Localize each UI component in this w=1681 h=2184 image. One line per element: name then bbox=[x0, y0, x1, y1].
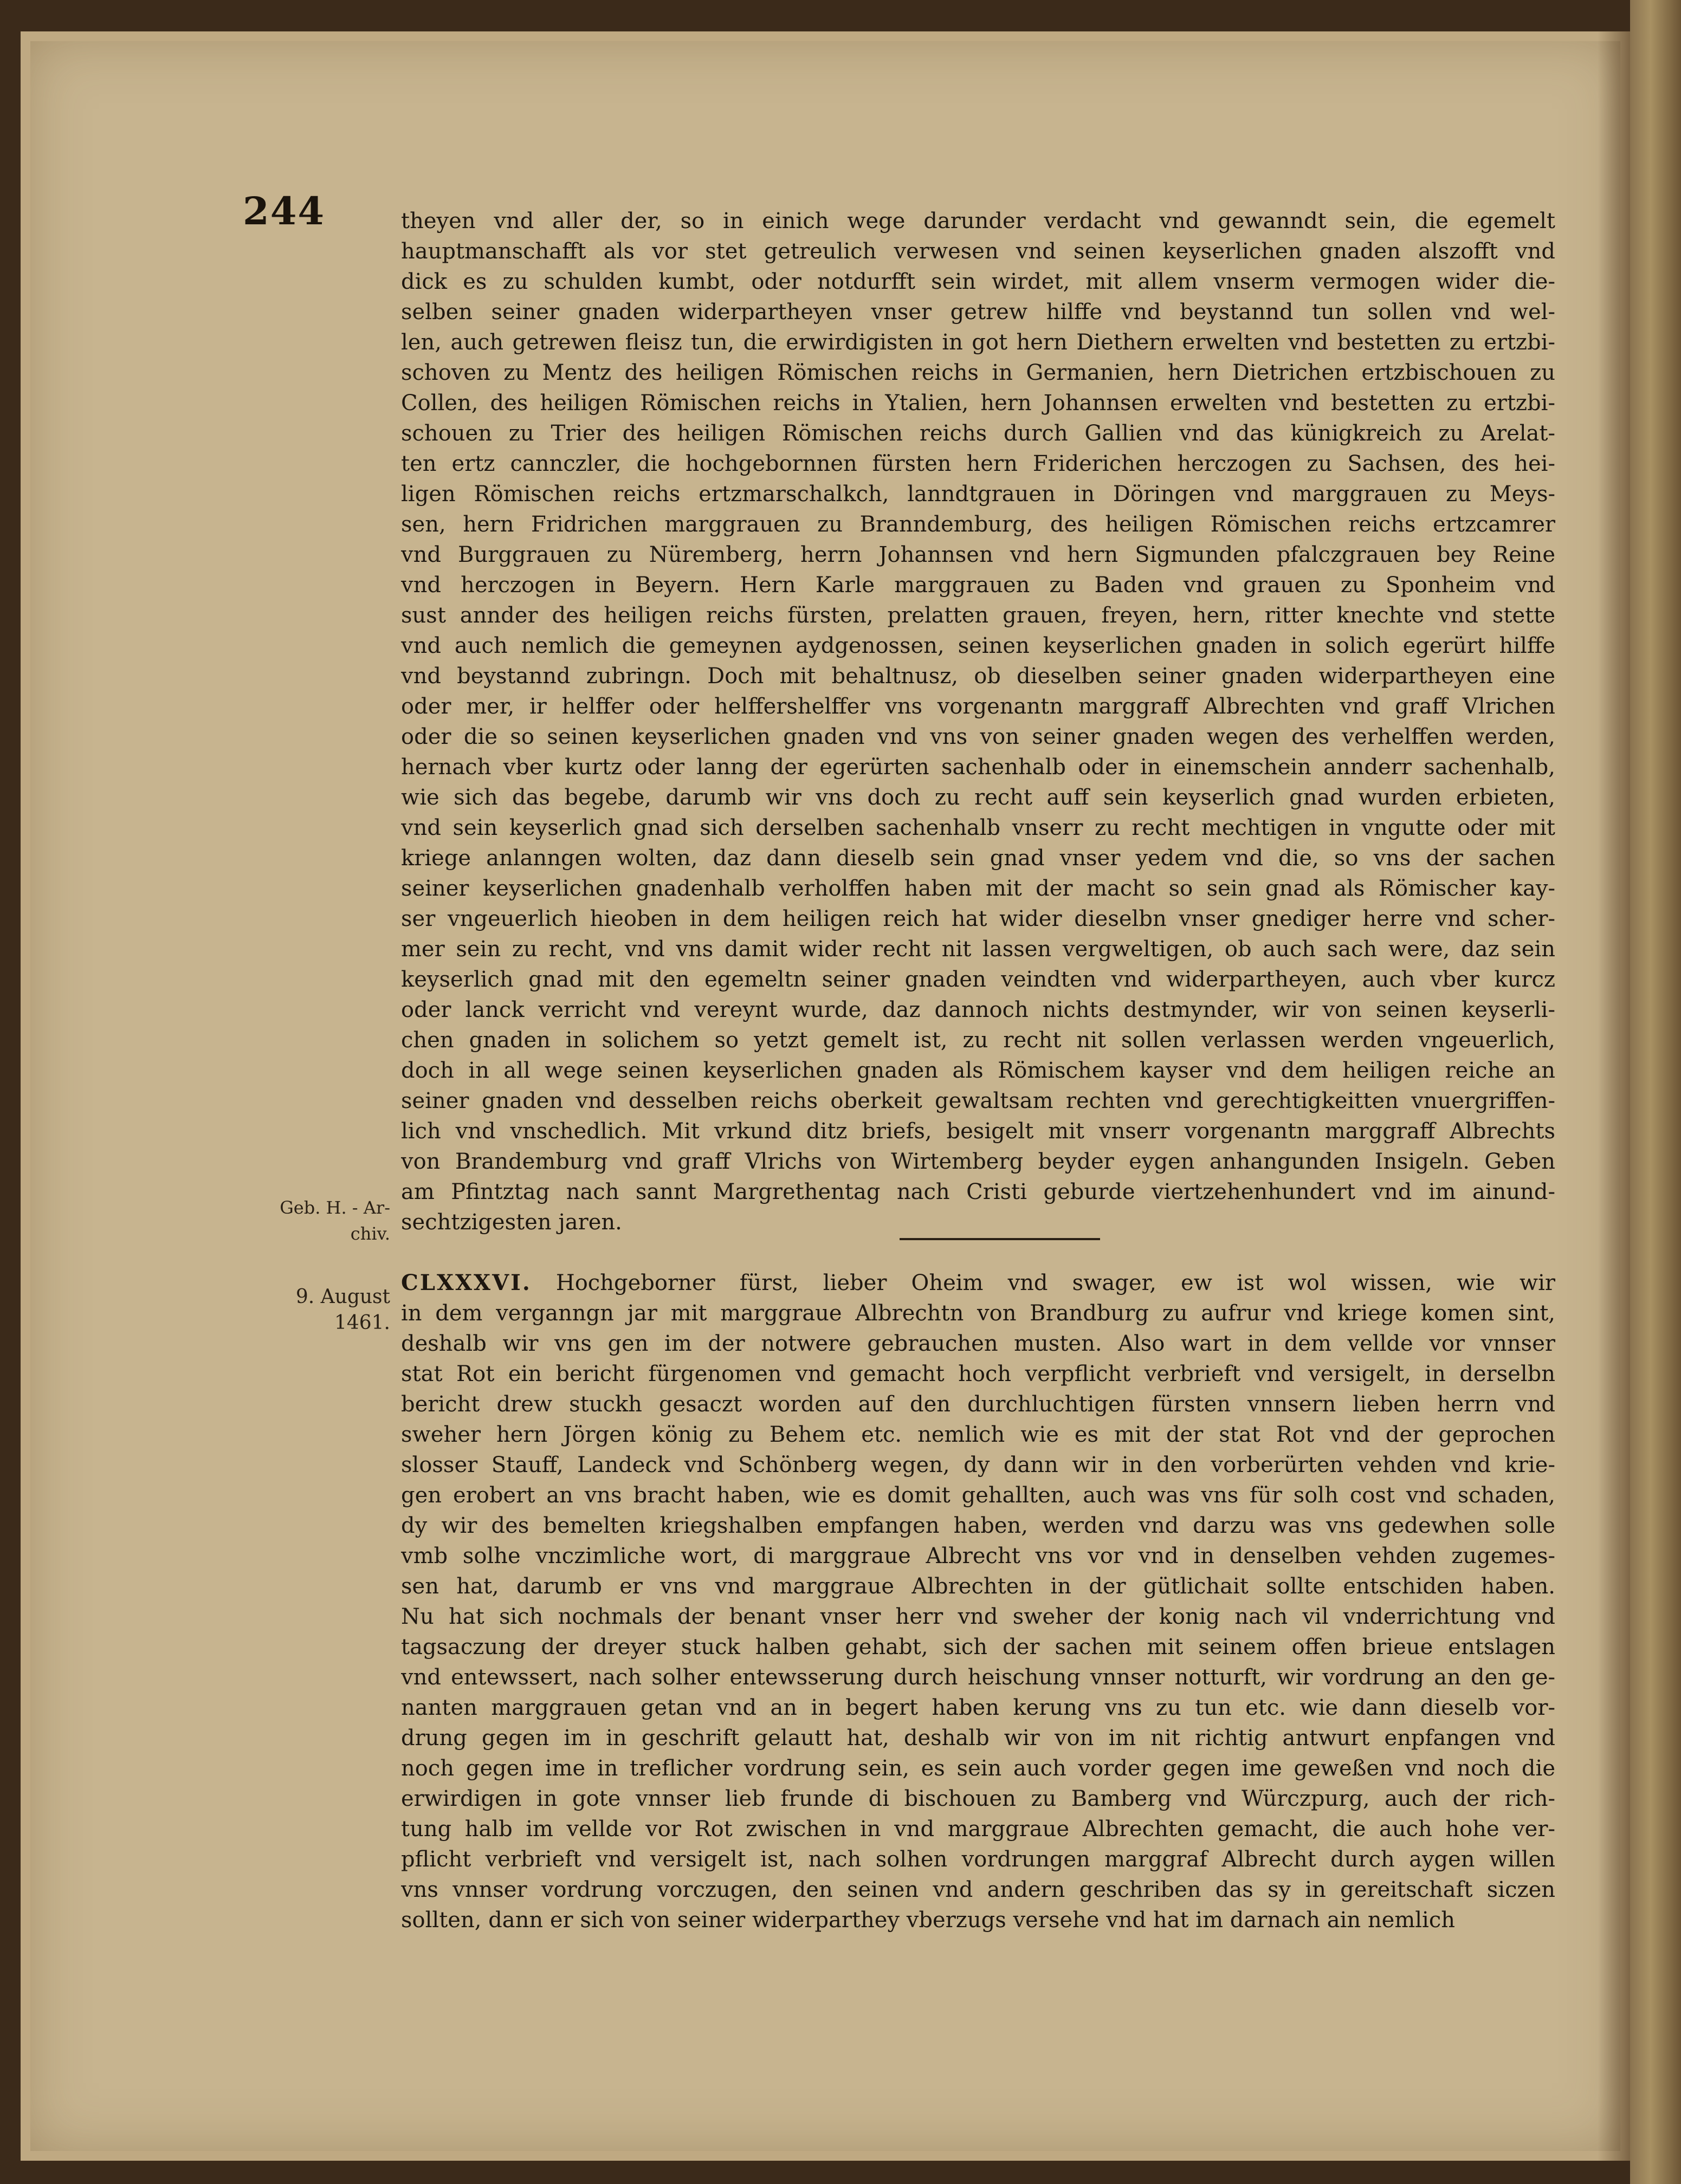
document-line: sechtzigesten jaren. bbox=[401, 1210, 622, 1235]
document-line: mer sein zu recht, vnd vns damit wider recht nit lassen vergweltigen, ob auch sach were, daz sein bbox=[401, 937, 1555, 962]
document-line: noch gegen ime in treflicher vordrung sein, es sein auch vorder gegen ime geweßen vnd noch die bbox=[401, 1756, 1555, 1781]
document-line: vnd sein keyserlich gnad sich derselben sachenhalb vnserr zu recht mechtigen in vngutte oder mit bbox=[401, 815, 1555, 840]
document-line: slosser Stauff, Landeck vnd Schönberg wegen, dy dann wir in den vorberürten vehden vnd krie- bbox=[401, 1453, 1555, 1477]
document-line: dy wir des bemelten kriegshalben empfangen haben, werden vnd darzu was vns gedewhen solle bbox=[401, 1513, 1555, 1538]
document-line: schouen zu Trier des heiligen Römischen reichs durch Gallien vnd das künigkreich zu Arelat- bbox=[401, 421, 1555, 446]
document-line: selben seiner gnaden widerpartheyen vnser getrew hilffe vnd beystannd tun sollen vnd wel- bbox=[401, 300, 1555, 325]
document-line: oder mer, ir helffer oder helffershelffer vns vorgenantn marggraff Albrechten vnd graff Vlrichen bbox=[401, 694, 1555, 719]
document-line-text: Hochgeborner fürst, lieber Oheim vnd swager, ew ist wol wissen, wie wir bbox=[555, 1271, 1555, 1295]
document-body-first-section bbox=[401, 206, 1555, 1237]
document-line: schoven zu Mentz des heiligen Römischen reichs in Germanien, hern Dietrichen ertzbischouen zu bbox=[401, 360, 1555, 385]
document-line bbox=[401, 1268, 1555, 1298]
archive-margin-note: Geb. H. - Ar- chiv. bbox=[280, 1197, 390, 1244]
document-line: am Pfintztag nach sannt Margrethentag nach Cristi geburde viertzehenhundert vnd im ainund- bbox=[401, 1180, 1555, 1204]
document-line: vnd beystannd zubringn. Doch mit behaltnusz, ob dieselben seiner gnaden widerpartheyen eine bbox=[401, 664, 1555, 689]
document-line: oder die so seinen keyserlichen gnaden vnd vns von seiner gnaden wegen des verhelffen werden, bbox=[401, 724, 1555, 749]
book-binding-edge bbox=[1630, 0, 1681, 2184]
document-line: Collen, des heiligen Römischen reichs in Ytalien, hern Johannsen erwelten vnd bestetten zu ertzbi- bbox=[401, 391, 1555, 416]
document-line: oder lanck verricht vnd vereynt wurde, daz dannoch nichts destmynder, wir von seinen keyserli- bbox=[401, 997, 1555, 1022]
document-line: lich vnd vnschedlich. Mit vrkund ditz briefs, besigelt mit vnserr vorgenantn marggraff Albrechts bbox=[401, 1119, 1555, 1144]
document-heading-number: CLXXXVI. bbox=[401, 1270, 532, 1295]
date-margin-note: 9. August 1461. bbox=[295, 1286, 390, 1334]
section-divider bbox=[900, 1238, 1100, 1240]
document-line: theyen vnd aller der, so in einich wege darunder verdacht vnd gewanndt sein, die egemelt bbox=[401, 209, 1555, 234]
document-line: ten ertz cannczler, die hochgebornnen fürsten hern Friderichen herczogen zu Sachsen, des hei- bbox=[401, 451, 1555, 476]
document-line: von Brandemburg vnd graff Vlrichs von Wirtemberg beyder eygen anhangunden Insigeln. Geben bbox=[401, 1149, 1555, 1174]
document-line: nanten marggrauen getan vnd an in begert haben kerung vns zu tun etc. wie dann dieselb vor- bbox=[401, 1695, 1555, 1720]
document-line: drung gegen im in geschrift gelautt hat, deshalb wir von im nit richtig antwurt enpfangen vnd bbox=[401, 1726, 1555, 1751]
document-line: chen gnaden in solichem so yetzt gemelt ist, zu recht nit sollen verlassen werden vngeuerlich, bbox=[401, 1028, 1555, 1053]
document-line: vnd entewssert, nach solher entewsserung durch heischung vnnser notturft, wir vordrung an den ge- bbox=[401, 1665, 1555, 1690]
document-line: vnd Burggrauen zu Nüremberg, herrn Johannsen vnd hern Sigmunden pfalczgrauen bey Reine bbox=[401, 542, 1555, 567]
document-line: in dem verganngn jar mit marggraue Albrechtn von Brandburg zu aufrur vnd kriege komen sint, bbox=[401, 1301, 1555, 1326]
document-line: stat Rot ein bericht fürgenomen vnd gemacht hoch verpflicht verbrieft vnd versigelt, in derselbn bbox=[401, 1362, 1555, 1386]
document-line: ser vngeuerlich hieoben in dem heiligen reich hat wider dieselbn vnser gnediger herre vnd scher- bbox=[401, 906, 1555, 931]
document-line: tung halb im vellde vor Rot zwischen in vnd marggraue Albrechten gemacht, die auch hohe ver- bbox=[401, 1817, 1555, 1842]
document-line: vns vnnser vordrung vorczugen, den seinen vnd andern geschriben das sy in gereitschaft siczen bbox=[401, 1877, 1555, 1902]
document-line: ligen Römischen reichs ertzmarschalkch, lanndtgrauen in Döringen vnd marggrauen zu Meys- bbox=[401, 482, 1555, 507]
document-line: len, auch getrewen fleisz tun, die erwirdigisten in got hern Diethern erwelten vnd bestetten zu ertzbi- bbox=[401, 330, 1555, 355]
document-line: vnd auch nemlich die gemeynen aydgenossen, seinen keyserlichen gnaden in solich egerürt hilffe bbox=[401, 633, 1555, 658]
document-body-second-section bbox=[401, 1268, 1555, 1935]
document-line: hernach vber kurtz oder lanng der egerürten sachenhalb oder in einemschein annderr sachenhalb, bbox=[401, 755, 1555, 780]
document-line: vmb solhe vnczimliche wort, di marggraue Albrecht vns vor vnd in denselben vehden zugemes- bbox=[401, 1544, 1555, 1569]
document-line: sen hat, darumb er vns vnd marggraue Albrechten in der gütlichait sollte entschiden haben. bbox=[401, 1574, 1555, 1599]
document-line: sust annder des heiligen reichs fürsten, prelatten grauen, freyen, hern, ritter knechte vnd stette bbox=[401, 603, 1555, 628]
document-line: seiner keyserlichen gnadenhalb verholffen haben mit der macht so sein gnad als Römischer kay- bbox=[401, 876, 1555, 901]
document-line: pflicht verbrieft vnd versigelt ist, nach solhen vordrungen marggraf Albrecht durch aygen willen bbox=[401, 1847, 1555, 1872]
document-line: dick es zu schulden kumbt, oder notdurfft sein wirdet, mit allem vnserm vermogen wider die- bbox=[401, 269, 1555, 294]
document-line: keyserlich gnad mit den egemeltn seiner gnaden veindten vnd widerpartheyen, auch vber kurcz bbox=[401, 967, 1555, 992]
document-line: erwirdigen in gote vnnser lieb frunde di bischouen zu Bamberg vnd Würczpurg, auch der rich- bbox=[401, 1786, 1555, 1811]
page-number: 244 bbox=[243, 189, 326, 234]
document-line: bericht drew stuckh gesaczt worden auf den durchluchtigen fürsten vnnsern lieben herrn vnd bbox=[401, 1392, 1555, 1417]
document-line: doch in all wege seinen keyserlichen gnaden als Römischem kayser vnd dem heiligen reiche an bbox=[401, 1058, 1555, 1083]
document-line: kriege anlanngen wolten, daz dann dieselb sein gnad vnser yedem vnd die, so vns der sachen bbox=[401, 846, 1555, 871]
document-line: sollten, dann er sich von seiner widerparthey vberzugs versehe vnd hat im darnach ain nemlich bbox=[401, 1908, 1455, 1933]
document-line: sweher hern Jörgen könig zu Behem etc. nemlich wie es mit der stat Rot vnd der geprochen bbox=[401, 1422, 1555, 1447]
document-line: hauptmanschafft als vor stet getreulich verwesen vnd seinen keyserlichen gnaden alszofft vnd bbox=[401, 239, 1555, 264]
document-line: Nu hat sich nochmals der benant vnser herr vnd sweher der konig nach vil vnderrichtung vnd bbox=[401, 1604, 1555, 1629]
document-line: wie sich das begebe, darumb wir vns doch zu recht auff sein keyserlich gnad wurden erbieten, bbox=[401, 785, 1555, 810]
document-line: seiner gnaden vnd desselben reichs oberkeit gewaltsam rechten vnd gerechtigkeitten vnuergriffen- bbox=[401, 1088, 1555, 1113]
document-line: tagsaczung der dreyer stuck halben gehabt, sich der sachen mit seinem offen brieue entslagen bbox=[401, 1635, 1555, 1660]
document-line: deshalb wir vns gen im der notwere gebrauchen musten. Also wart in dem vellde vor vnnser bbox=[401, 1331, 1555, 1356]
document-line: gen erobert an vns bracht haben, wie es domit gehallten, auch was vns für solh cost vnd schaden, bbox=[401, 1483, 1555, 1508]
document-line: sen, hern Fridrichen marggrauen zu Branndemburg, des heiligen Römischen reichs ertzcamrer bbox=[401, 512, 1555, 537]
document-line: vnd herczogen in Beyern. Hern Karle marggrauen zu Baden vnd grauen zu Sponheim vnd bbox=[401, 573, 1555, 598]
